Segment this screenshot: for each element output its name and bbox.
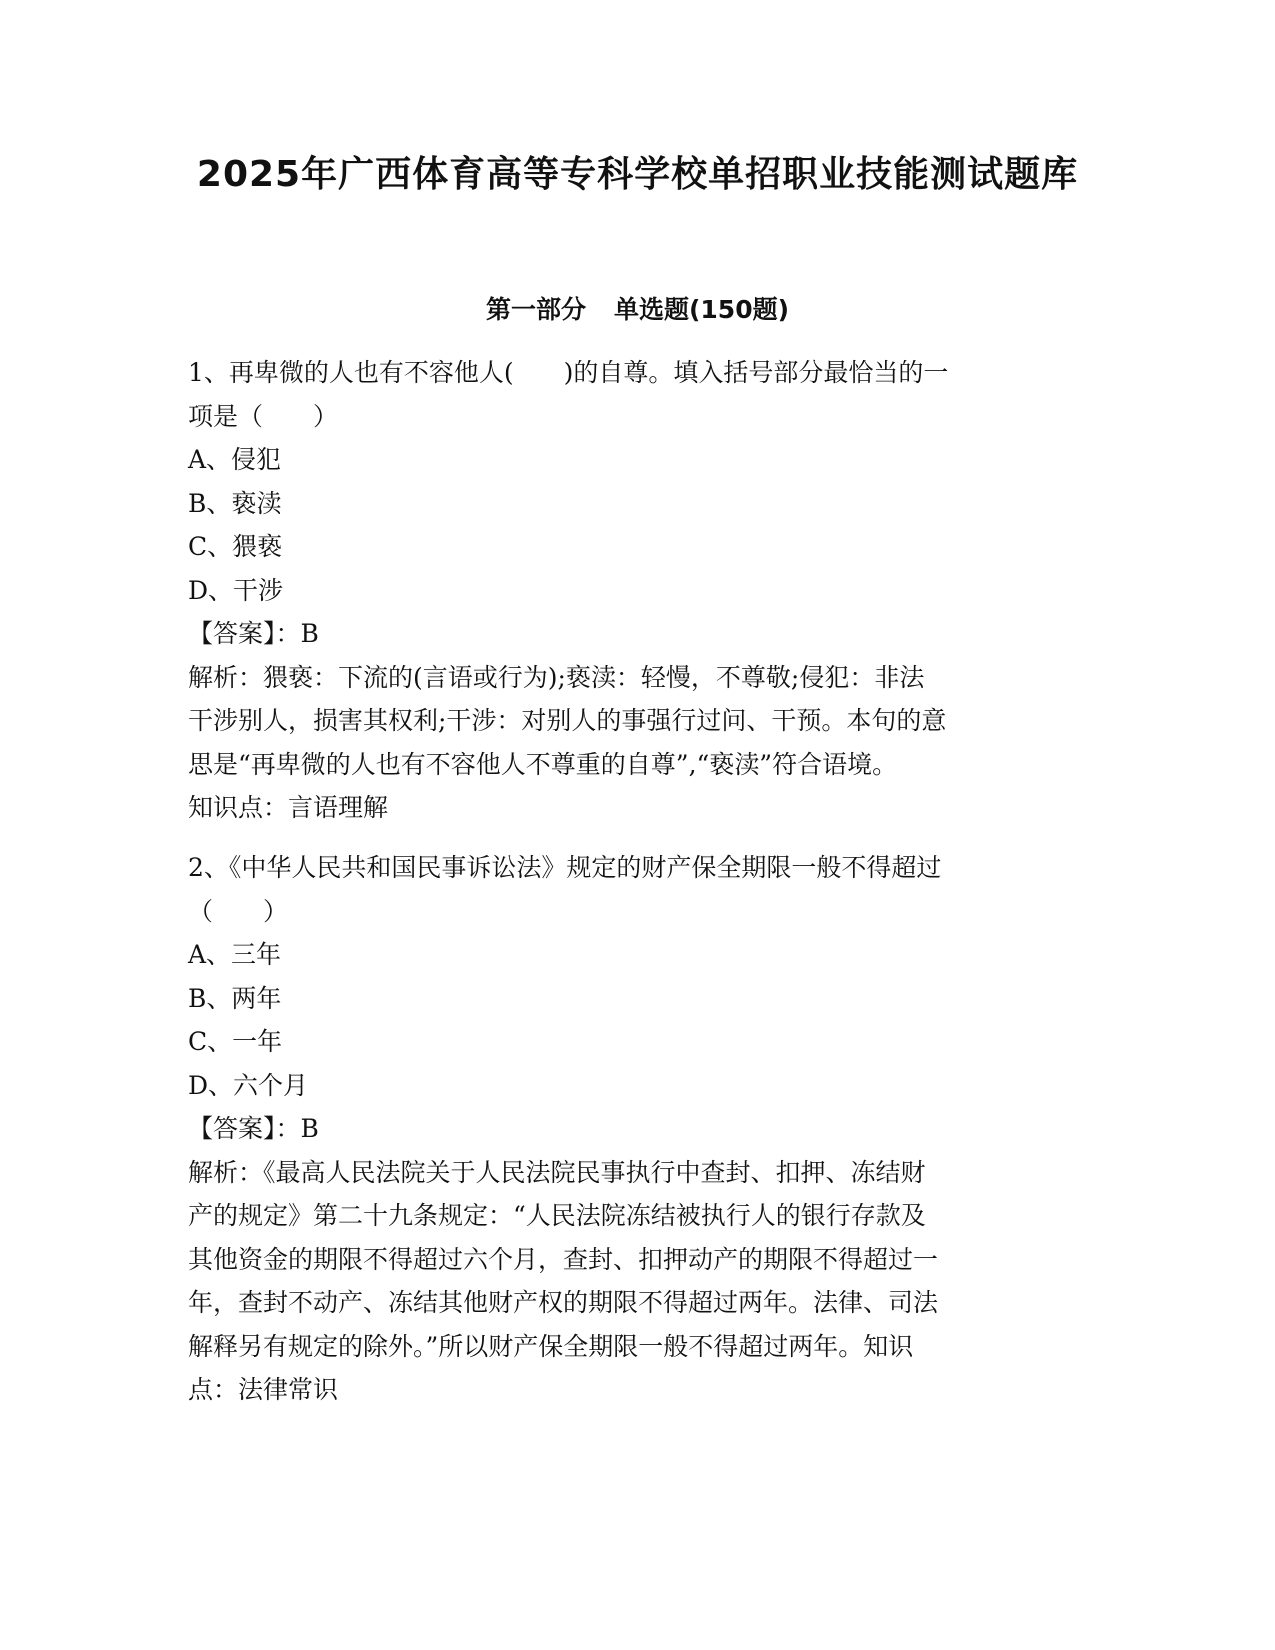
section-heading [0,292,1275,328]
option-d: D、干涉 [188,575,284,605]
option-c: C、猥亵 [188,532,283,561]
analysis-line: 产的规定》第二十九条规定：“人民法院冻结被执行人的银行存款及 [188,1201,926,1230]
document-title: 2025年广西体育高等专科学校单招职业技能测试题库 [196,154,1079,195]
question-block [188,351,1088,830]
question-stem-line: 1、再卑微的人也有不容他人( )的自尊。填入括号部分最恰当的一 [188,358,949,387]
analysis-line: 点：法律常识 [188,1375,339,1404]
analysis-line: 年，查封不动产、冻结其他财产权的期限不得超过两年。法律、司法 [188,1288,939,1317]
question-block [188,846,1088,1412]
section-name: 单选题(150题) [613,295,790,324]
analysis-line: 解析：《最高人民法院关于人民法院民事执行中查封、扣押、冻结财 [188,1157,926,1187]
question-stem-line: 2、《中华人民共和国民事诉讼法》规定的财产保全期限一般不得超过 [188,853,942,882]
question-stem-line: 项是（ ） [188,401,339,431]
analysis-line: 知识点：言语理解 [188,793,389,822]
question-stem-line: （ ） [188,896,289,926]
option-b: B、亵渎 [188,488,282,518]
answer-value: ：B [275,1114,319,1143]
answer-label: 【答案】 [188,619,276,648]
option-a: A、三年 [188,940,282,969]
answer-line [188,612,1088,656]
analysis-line: 解析：猥亵：下流的(言语或行为);亵渎：轻慢，不尊敬;侵犯：非法 [188,662,925,692]
option-c: C、一年 [188,1027,283,1056]
analysis-line: 解释另有规定的除外。”所以财产保全期限一般不得超过两年。知识 [188,1331,914,1361]
analysis-line: 其他资金的期限不得超过六个月，查封、扣押动产的期限不得超过一 [188,1244,939,1274]
analysis-line: 思是“再卑微的人也有不容他人不尊重的自尊”,“亵渎”符合语境。 [188,749,898,779]
answer-label: 【答案】 [188,1114,276,1143]
section-label: 第一部分 [485,295,586,324]
answer-value: ：B [275,619,319,648]
analysis-line: 干涉别人，损害其权利;干涉：对别人的事强行过问、干预。本句的意 [188,706,947,735]
option-d: D、六个月 [188,1070,309,1100]
option-a: A、侵犯 [188,445,282,474]
answer-line [188,1107,1088,1151]
option-b: B、两年 [188,983,282,1013]
